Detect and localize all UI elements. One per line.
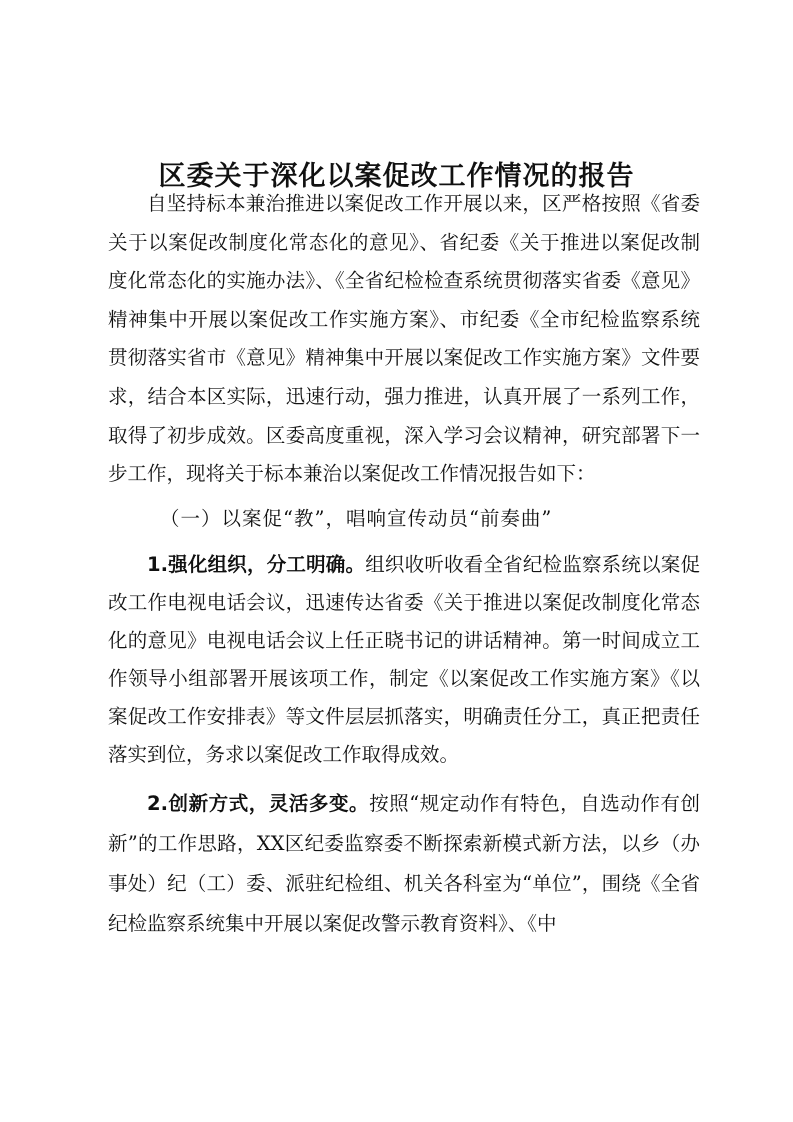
intro-paragraph: 自坚持标本兼治推进以案促改工作开展以来，区严格按照《省委关于以案促改制度化常态化的意见》、省纪委《关于推进以案促改制度化常态化的实施办法》、《全省纪检检查系统贯彻落实省委《意见》精神集中开展以案促改工作实施方案》、市纪委《全市纪检监察系统贯彻落实省市《意见》精神集中开展以案促改工作实施方案》文件要求，结合本区实际，迅速行动，强力推进，认真开展了一系列工作，取得了初步成效。区委高度重视，深入学习会议精神，研究部署下一步工作，现将关于标本兼治以案促改工作情况报告如下： xyxy=(108,192,700,486)
item-2-text: 按照“规定动作有特色，自选动作有创新”的工作思路，XX区纪委监察委不断探索新模式新方法，以乡（办事处）纪（工）委、派驻纪检组、机关各科室为“单位”，围绕《全省纪检监察系统集中开展以案促改警示教育资料》、《中 xyxy=(108,792,700,936)
item-2-paragraph xyxy=(108,784,700,944)
section-heading: （一）以案促“教”，唱响宣传动员“前奏曲” xyxy=(160,506,553,530)
document-body xyxy=(108,185,700,944)
item-1-text: 组织收听收看全省纪检监察系统以案促改工作电视电话会议，迅速传达省委《关于推进以案促改制度化常态化的意见》电视电话会议上任正晓书记的讲话精神。第一时间成立工作领导小组部署开展该项工作，制定《以案促改工作实施方案》《以案促改工作安排表》等文件层层抓落实，明确责任分工，真正把责任落实到位，务求以案促改工作取得成效。 xyxy=(108,553,700,767)
item-1-lead: 1.强化组织，分工明确。 xyxy=(147,553,366,577)
item-1-paragraph xyxy=(108,546,700,774)
document-title: 区委关于深化以案促改工作情况的报告 xyxy=(158,161,635,193)
item-2-lead: 2.创新方式，灵活多变。 xyxy=(147,792,370,816)
